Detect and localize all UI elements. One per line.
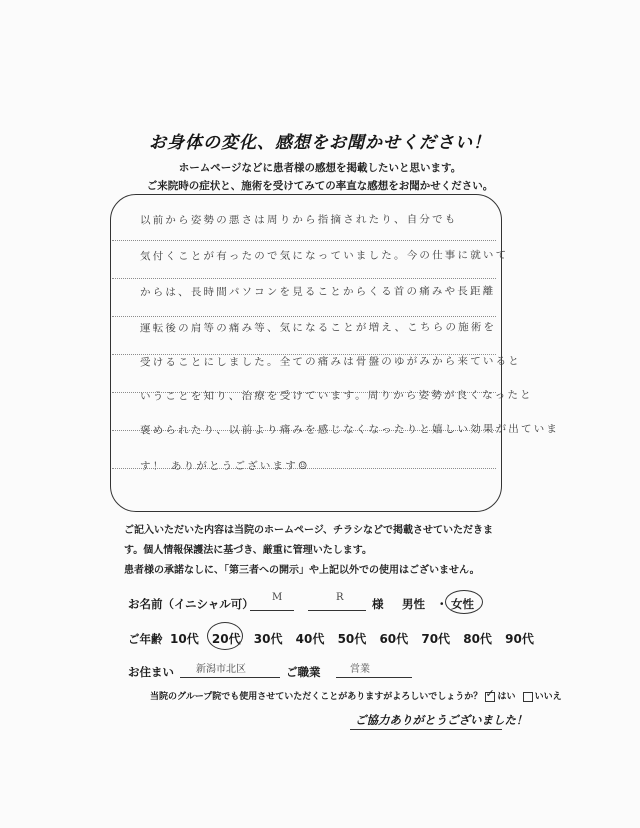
testimonial-line: 以前から姿勢の悪さは周りから指摘されたり、自分でも	[139, 213, 458, 227]
age-label: ご年齢	[128, 632, 163, 646]
testimonial-line: いうことを知り、治療を受けています。周りから姿勢が良くなったと	[139, 389, 533, 403]
testimonial-line: す！ ありがとうございます☺	[139, 460, 310, 473]
consent-no-label: いいえ	[534, 692, 562, 702]
thanks-message: ご協力ありがとうございました！	[355, 713, 528, 727]
ruled-line	[112, 316, 496, 317]
name-label: お名前（イニシャル可）	[128, 597, 254, 611]
age-option[interactable]: 30代	[253, 632, 283, 646]
notice-line-3: 患者様の承諾なしに、「第三者への開示」や上記以外での使用はございません。	[124, 565, 480, 576]
ruled-line	[112, 278, 496, 279]
address-label: お住まい	[128, 665, 174, 679]
gender-separator: ・	[436, 597, 448, 611]
age-option[interactable]: 80代	[463, 632, 492, 646]
age-option[interactable]: 20代	[211, 632, 241, 646]
name-underline-1	[250, 610, 294, 611]
consent-yes-label: はい	[497, 692, 516, 702]
age-option[interactable]: 40代	[295, 632, 325, 646]
name-underline-2	[308, 610, 366, 611]
consent-question: 当院のグループ院でも使用させていただくことがありますがよろしいでしょうか？	[150, 692, 483, 702]
name-first-initial: M	[272, 592, 283, 603]
testimonial-line: 気付くことが有ったので気になっていました。今の仕事に就いて	[139, 249, 509, 263]
testimonial-line: 褒められたり、以前より痛みを感じなくなったりと嬉しい効果が出ていま	[139, 423, 560, 437]
consent-row	[150, 689, 562, 702]
gender-male-option[interactable]: 男性	[402, 597, 425, 611]
occupation-underline	[336, 677, 412, 678]
honorific: 様	[372, 597, 384, 611]
occupation-value: 営業	[350, 664, 370, 675]
intro-line-2: ご来院時の症状と、施術を受けてみての率直な感想をお聞かせください。	[146, 180, 494, 192]
ruled-line	[112, 240, 496, 241]
age-option[interactable]: 50代	[337, 632, 367, 646]
name-last-initial: R	[336, 592, 344, 603]
intro-line-1: ホームページなどに患者様の感想を掲載したいと思います。	[178, 162, 462, 174]
age-option[interactable]: 60代	[379, 632, 409, 646]
age-option[interactable]: 10代	[170, 632, 199, 646]
address-underline	[180, 677, 280, 678]
consent-yes-checkbox[interactable]	[485, 692, 495, 702]
gender-female-option[interactable]: 女性	[451, 597, 474, 611]
thanks-underline	[350, 729, 502, 730]
notice-line-2: す。個人情報保護法に基づき、厳重に管理いたします。	[124, 545, 372, 556]
age-option[interactable]: 90代	[505, 632, 534, 646]
testimonial-line: 運転後の肩等の痛み等、気になることが増え、こちらの施術を	[139, 321, 497, 335]
selected-age-circle	[207, 622, 243, 650]
occupation-label: ご職業	[286, 665, 321, 679]
testimonial-line: からは、長時間パソコンを見ることからくる首の痛みや長距離	[139, 285, 496, 299]
notice-line-1: ご記入いただいた内容は当院のホームページ、チラシなどで掲載させていただきま	[124, 525, 493, 536]
selected-gender-circle	[445, 590, 483, 614]
testimonial-line: 受けることにしました。全ての痛みは骨盤のゆがみから来ていると	[139, 355, 522, 369]
consent-no-checkbox[interactable]	[523, 692, 533, 702]
age-option[interactable]: 70代	[421, 632, 451, 646]
address-value: 新潟市北区	[196, 664, 246, 675]
form-title: お身体の変化、感想をお聞かせください！	[149, 133, 491, 153]
